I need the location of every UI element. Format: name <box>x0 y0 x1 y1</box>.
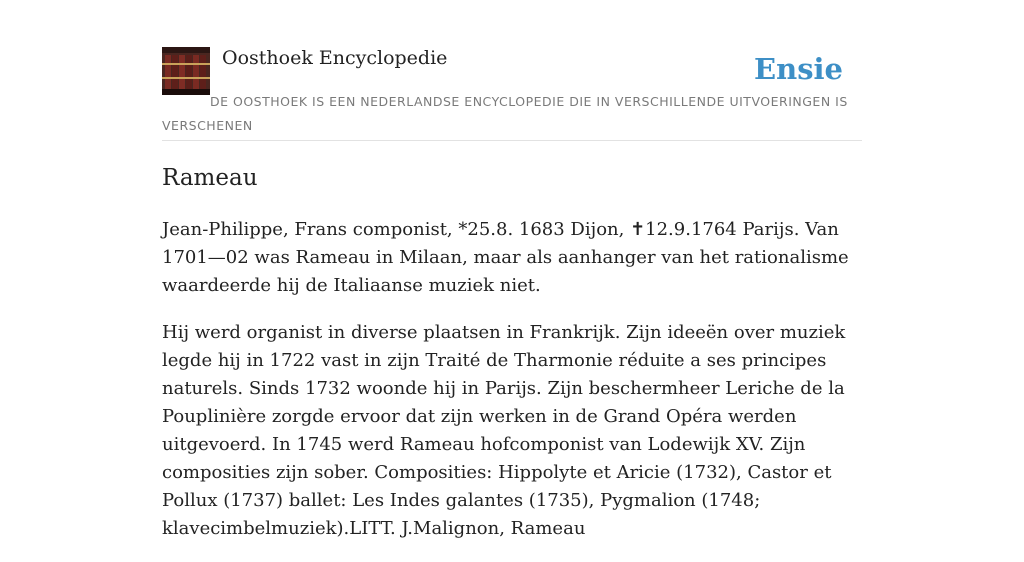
brand-logo-link[interactable]: Ensie <box>754 52 843 86</box>
article-title: Rameau <box>162 165 258 191</box>
site-header <box>162 46 862 141</box>
article-body <box>162 216 862 562</box>
site-name-link[interactable]: Oosthoek Encyclopedie <box>222 47 448 69</box>
encyclopedia-books-icon[interactable] <box>162 47 210 95</box>
site-tagline: DE OOSTHOEK IS EEN NEDERLANDSE ENCYCLOPEDIE DIE IN VERSCHILLENDE UITVOERINGEN IS VERSCHENEN <box>162 94 848 133</box>
article-paragraph: Jean-Philippe, Frans componist, *25.8. 1683 Dijon, ✝12.9.1764 Parijs. Van 1701—02 was Rameau in Milaan, maar als aanhanger van het rationalisme waardeerde hij de Italiaanse muziek niet. <box>162 219 849 296</box>
article-paragraph: Hij werd organist in diverse plaatsen in Frankrijk. Zijn ideeën over muziek legde hij in 1722 vast in zijn Traité de Tharmonie réduite a ses principes naturels. Sinds 1732 woonde hij in Parijs. Zijn beschermheer Leriche de la Pouplinière zorgde ervoor dat zijn werken in de Grand Opéra werden uitgevoerd. In 1745 werd Rameau hofcomponist van Lodewijk XV. Zijn composities zijn sober. Composities: Hippolyte et Aricie (1732), Castor et Pollux (1737) ballet: Les Indes galantes (1735), Pygmalion (1748; klavecimbelmuziek).LITT. J.Malignon, Rameau <box>162 322 846 539</box>
